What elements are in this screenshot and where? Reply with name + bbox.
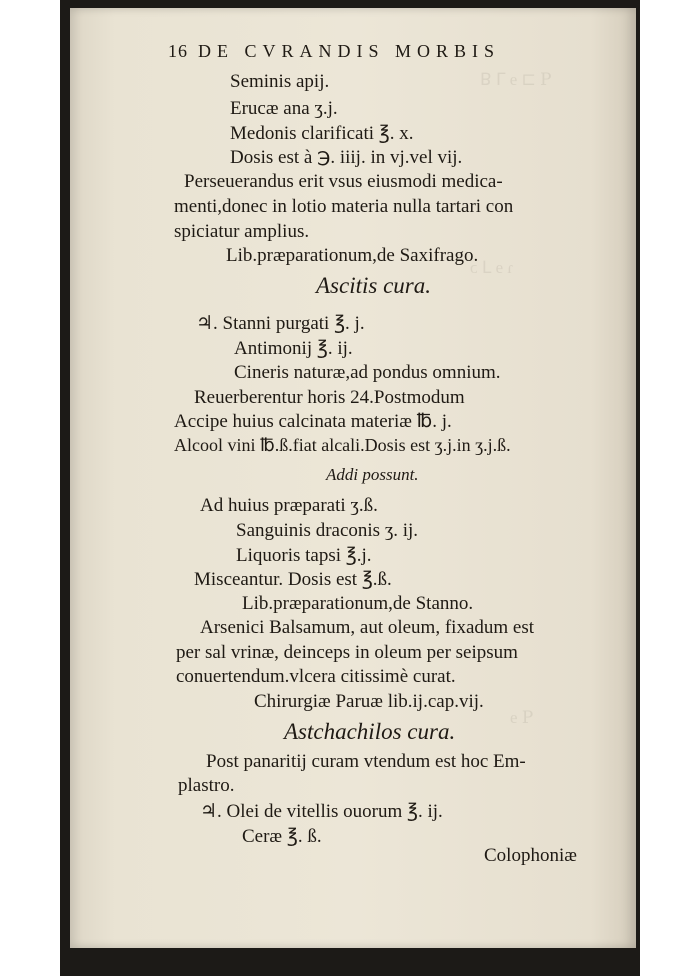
- text-line: Misceantur. Dosis est ℥.ß.: [194, 569, 392, 590]
- text-line: Seminis apij.: [230, 71, 330, 92]
- subheading: Addi possunt.: [326, 465, 419, 484]
- text-line: Alcool vini ℔.ß.fiat alcali.Dosis est ʒ.j.in ʒ.j.ß.: [174, 435, 511, 455]
- text-line: menti,donec in lotio materia nulla tartari con: [174, 196, 514, 217]
- text-line: Liquoris tapsi ℥.j.: [236, 545, 372, 566]
- show-through-text: ɿ ɘ ⅃ ɔ: [470, 258, 513, 277]
- text-line: Sanguinis draconis ʒ. ij.: [236, 520, 419, 541]
- page-number: 16: [168, 41, 188, 61]
- text-line: spiciatur amplius.: [174, 221, 310, 242]
- catchword: Colophoniæ: [484, 845, 577, 866]
- section-heading: Astchachilos cura.: [284, 719, 456, 744]
- text-line: ♃. Olei de vitellis ouorum ℥. ij.: [200, 801, 443, 822]
- running-title: DE CVRANDIS MORBIS: [198, 41, 501, 61]
- text-line: conuertendum.vlcera citissimè curat.: [176, 666, 456, 687]
- text-line: Post panaritij curam vtendum est hoc Em-: [206, 751, 526, 772]
- text-line: Cineris naturæ,ad pondus omnium.: [234, 362, 501, 383]
- text-line: Dosis est à ℈. iiij. in vj.vel vij.: [230, 147, 463, 168]
- show-through-text: ꟼ ⊐ ɘ ⅂ ꓭ: [480, 70, 552, 89]
- source-reference: Lib.præparationum,de Saxifrago.: [226, 245, 479, 266]
- source-reference: Chirurgiæ Paruæ lib.ij.cap.vij.: [254, 691, 484, 712]
- text-line: Erucæ ana ʒ.j.: [230, 98, 338, 119]
- text-line: plastro.: [178, 775, 235, 796]
- text-line: Medonis clarificati ℥. x.: [230, 123, 414, 144]
- text-line: Accipe huius calcinata materiæ ℔. j.: [174, 411, 452, 432]
- text-line: Reuerberentur horis 24.Postmodum: [194, 387, 465, 408]
- running-header: [168, 42, 500, 60]
- text-line: Ad huius præparati ʒ.ß.: [200, 495, 378, 516]
- text-line: ♃. Stanni purgati ℥. j.: [196, 313, 365, 334]
- text-line: Arsenici Balsamum, aut oleum, fixadum est: [200, 617, 535, 638]
- source-reference: Lib.præparationum,de Stanno.: [242, 593, 474, 614]
- text-line: Perseuerandus erit vsus eiusmodi medica-: [184, 171, 503, 192]
- text-line: per sal vrinæ, deinceps in oleum per seipsum: [176, 642, 518, 663]
- text-line: Antimonij ℥. ij.: [234, 338, 353, 359]
- book-page: [70, 8, 636, 948]
- show-through-text: ꟼ ɘ: [510, 708, 534, 727]
- text-line: Ceræ ℥. ß.: [242, 826, 322, 847]
- section-heading: Ascitis cura.: [316, 273, 431, 298]
